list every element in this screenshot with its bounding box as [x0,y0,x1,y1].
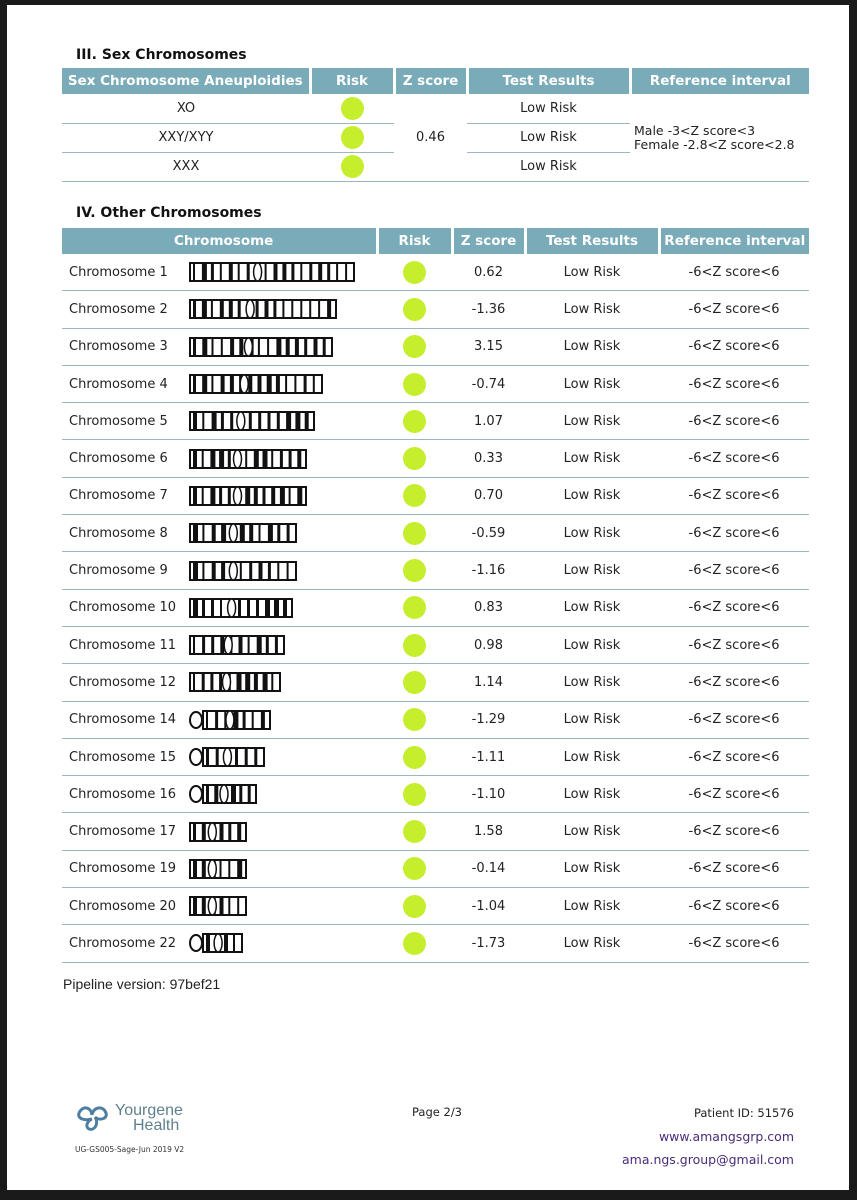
reference-interval: -6<Z score<6 [659,291,809,328]
table-row [62,888,809,925]
table-row [62,813,809,850]
chromosome-cell [62,925,377,962]
table-row [62,94,809,123]
header-test-results: Test Results [525,228,659,254]
chromosome-ideogram-icon [189,859,247,879]
zscore-value: 0.62 [452,254,525,291]
risk-cell [377,365,452,402]
sex-table-header [62,68,809,94]
risk-dot-icon [403,335,426,358]
test-result: Low Risk [525,552,659,589]
chromosome-ideogram-icon [189,262,355,282]
test-result: Low Risk [525,365,659,402]
zscore-value: -0.14 [452,850,525,887]
zscore-value: -0.74 [452,365,525,402]
chromosome-name: Chromosome 16 [69,786,177,802]
logo-line1: Yourgene [115,1102,183,1119]
chromosome-cell [62,328,377,365]
reference-interval: -6<Z score<6 [659,328,809,365]
table-row [62,477,809,514]
risk-cell [377,440,452,477]
risk-dot-icon [403,895,426,918]
reference-interval: -6<Z score<6 [659,925,809,962]
risk-dot-icon [403,522,426,545]
chromosome-ideogram-icon [189,449,307,469]
header-aneuploidies: Sex Chromosome Aneuploidies [62,68,310,94]
chromosome-cell [62,850,377,887]
zscore-value: -1.73 [452,925,525,962]
header-test-results: Test Results [467,68,630,94]
chromosome-name: Chromosome 8 [69,525,168,541]
risk-cell [377,626,452,663]
yourgene-logo-icon [75,1103,111,1133]
chromosome-ideogram-icon [189,896,247,916]
test-result: Low Risk [525,626,659,663]
risk-cell [377,776,452,813]
risk-dot-icon [341,155,364,178]
sex-chromosome-table [62,68,809,182]
test-result: Low Risk [525,477,659,514]
reference-interval: -6<Z score<6 [659,850,809,887]
reference-interval: -6<Z score<6 [659,440,809,477]
header-zscore: Z score [452,228,525,254]
table-row [62,925,809,962]
risk-cell [377,813,452,850]
risk-dot-icon [403,820,426,843]
table-row [62,552,809,589]
zscore-value: -1.16 [452,552,525,589]
sex-section-title: III. Sex Chromosomes [76,47,247,63]
chromosome-ideogram-icon [189,635,285,655]
chromosome-cell [62,888,377,925]
chromosome-name: Chromosome 15 [69,749,177,765]
risk-cell [377,701,452,738]
risk-dot-icon [403,783,426,806]
chromosome-ideogram-icon [189,822,247,842]
test-result: Low Risk [467,152,630,181]
table-row [62,515,809,552]
test-result: Low Risk [525,254,659,291]
document-id: UG-GS005-Sage-Jun 2019 V2 [75,1145,185,1154]
test-result: Low Risk [525,850,659,887]
report-page [7,5,849,1190]
reference-interval: -6<Z score<6 [659,403,809,440]
aneuploidy-name: XXX [62,152,310,181]
footer-contact [622,1106,794,1175]
reference-interval: -6<Z score<6 [659,813,809,850]
risk-cell [377,850,452,887]
zscore-value: 0.83 [452,589,525,626]
zscore-value: -1.10 [452,776,525,813]
chromosome-ideogram-icon [189,784,257,804]
risk-dot-icon [403,298,426,321]
zscore-value: 0.98 [452,626,525,663]
chromosome-ideogram-icon [189,337,333,357]
risk-dot-icon [403,559,426,582]
reference-interval: -6<Z score<6 [659,701,809,738]
chromosome-name: Chromosome 5 [69,413,168,429]
chromosome-ideogram-icon [189,523,297,543]
reference-interval: -6<Z score<6 [659,254,809,291]
risk-cell [377,328,452,365]
risk-cell [377,925,452,962]
reference-interval: -6<Z score<6 [659,515,809,552]
chromosome-name: Chromosome 17 [69,824,177,840]
patient-id: Patient ID: 51576 [693,1106,794,1120]
company-logo [75,1102,183,1137]
email-link[interactable]: ama.ngs.group@gmail.com [621,1152,794,1167]
chromosome-cell [62,365,377,402]
test-result: Low Risk [525,515,659,552]
chromosome-cell [62,701,377,738]
zscore-value: 0.33 [452,440,525,477]
table-row [62,328,809,365]
chromosome-cell [62,738,377,775]
chromosome-ideogram-icon [189,598,293,618]
header-risk: Risk [310,68,394,94]
risk-cell [377,738,452,775]
test-result: Low Risk [525,589,659,626]
test-result: Low Risk [525,440,659,477]
chromosome-cell [62,254,377,291]
risk-cell [377,515,452,552]
zscore-value: 0.70 [452,477,525,514]
chromosome-ideogram-icon [189,933,243,953]
logo-line2: Health [133,1117,180,1134]
chromosome-cell [62,776,377,813]
test-result: Low Risk [525,403,659,440]
zscore-value: -1.04 [452,888,525,925]
table-row [62,776,809,813]
zscore-value: -1.29 [452,701,525,738]
chromosome-name: Chromosome 7 [69,488,168,504]
chromosome-name: Chromosome 6 [69,451,168,467]
reference-interval: -6<Z score<6 [659,477,809,514]
table-row [62,701,809,738]
table-row [62,738,809,775]
chromosome-name: Chromosome 22 [69,935,177,951]
chromosome-name: Chromosome 9 [69,563,168,579]
chromosome-ideogram-icon [189,299,337,319]
risk-cell [310,152,394,181]
chromosome-name: Chromosome 4 [69,376,168,392]
risk-cell [377,888,452,925]
sex-reference-interval [630,94,809,181]
risk-cell [377,477,452,514]
header-reference: Reference interval [630,68,809,94]
other-chromosome-table [62,228,809,963]
chromosome-ideogram-icon [189,747,265,767]
risk-cell [377,552,452,589]
other-section-title: IV. Other Chromosomes [76,205,262,221]
risk-dot-icon [403,708,426,731]
reference-interval: -6<Z score<6 [659,589,809,626]
zscore-value: 1.58 [452,813,525,850]
reference-interval: -6<Z score<6 [659,552,809,589]
reference-male: Male -3<Z score<3 [634,122,756,138]
risk-dot-icon [403,484,426,507]
risk-dot-icon [403,932,426,955]
chromosome-cell [62,477,377,514]
chromosome-name: Chromosome 10 [69,600,177,616]
sex-table-bottom-rule [62,181,809,182]
test-result: Low Risk [525,328,659,365]
chromosome-cell [62,440,377,477]
chromosome-ideogram-icon [189,486,307,506]
chromosome-cell [62,626,377,663]
table-row [62,365,809,402]
zscore-value: 1.14 [452,664,525,701]
risk-dot-icon [403,857,426,880]
table-row [62,254,809,291]
risk-dot-icon [403,746,426,769]
test-result: Low Risk [525,888,659,925]
header-risk: Risk [377,228,452,254]
other-table-header [62,228,809,254]
reference-interval: -6<Z score<6 [659,738,809,775]
chromosome-ideogram-icon [189,710,271,730]
risk-cell [310,94,394,123]
chromosome-cell [62,515,377,552]
page-number: Page 2/3 [412,1105,463,1119]
reference-interval: -6<Z score<6 [659,626,809,663]
risk-dot-icon [403,373,426,396]
reference-interval: -6<Z score<6 [659,365,809,402]
test-result: Low Risk [467,94,630,123]
sex-zscore: 0.46 [416,130,445,145]
header-zscore: Z score [394,68,467,94]
chromosome-ideogram-icon [189,374,323,394]
chromosome-name: Chromosome 12 [69,674,177,690]
chromosome-ideogram-icon [189,561,297,581]
chromosome-cell [62,403,377,440]
test-result: Low Risk [525,738,659,775]
header-chromosome: Chromosome [62,228,377,254]
risk-cell [377,589,452,626]
risk-dot-icon [403,261,426,284]
table-row [62,291,809,328]
risk-cell [377,254,452,291]
table-row [62,850,809,887]
test-result: Low Risk [467,123,630,152]
chromosome-cell [62,664,377,701]
table-row [62,626,809,663]
pipeline-version: Pipeline version: 97bef21 [63,976,221,992]
chromosome-ideogram-icon [189,411,315,431]
reference-interval: -6<Z score<6 [659,776,809,813]
aneuploidy-name: XXY/XYY [62,123,310,152]
chromosome-ideogram-icon [189,672,281,692]
chromosome-cell [62,589,377,626]
website-link[interactable]: www.amangsgrp.com [658,1129,794,1144]
table-row [62,589,809,626]
logo-wordmark [115,1103,183,1133]
table-row [62,403,809,440]
chromosome-name: Chromosome 2 [69,301,168,317]
chromosome-cell [62,813,377,850]
risk-dot-icon [341,97,364,120]
risk-dot-icon [403,410,426,433]
test-result: Low Risk [525,664,659,701]
risk-dot-icon [403,447,426,470]
risk-dot-icon [403,671,426,694]
risk-dot-icon [341,126,364,149]
reference-interval: -6<Z score<6 [659,664,809,701]
zscore-value: 3.15 [452,328,525,365]
chromosome-name: Chromosome 1 [69,264,168,280]
chromosome-cell [62,552,377,589]
chromosome-cell [62,291,377,328]
chromosome-name: Chromosome 3 [69,339,168,355]
zscore-value: -1.11 [452,738,525,775]
reference-interval: -6<Z score<6 [659,888,809,925]
risk-dot-icon [403,634,426,657]
reference-female: Female -2.8<Z score<2.8 [634,136,795,152]
aneuploidy-name: XO [62,94,310,123]
risk-cell [377,664,452,701]
risk-cell [377,403,452,440]
risk-dot-icon [403,596,426,619]
zscore-value: -1.36 [452,291,525,328]
header-reference: Reference interval [659,228,809,254]
chromosome-name: Chromosome 20 [69,898,177,914]
test-result: Low Risk [525,291,659,328]
chromosome-name: Chromosome 11 [69,637,177,653]
test-result: Low Risk [525,813,659,850]
risk-cell [310,123,394,152]
test-result: Low Risk [525,925,659,962]
zscore-value: -0.59 [452,515,525,552]
table-row [62,664,809,701]
zscore-value: 1.07 [452,403,525,440]
chromosome-name: Chromosome 19 [69,861,177,877]
table-row [62,440,809,477]
test-result: Low Risk [525,776,659,813]
test-result: Low Risk [525,701,659,738]
chromosome-name: Chromosome 14 [69,712,177,728]
risk-cell [377,291,452,328]
